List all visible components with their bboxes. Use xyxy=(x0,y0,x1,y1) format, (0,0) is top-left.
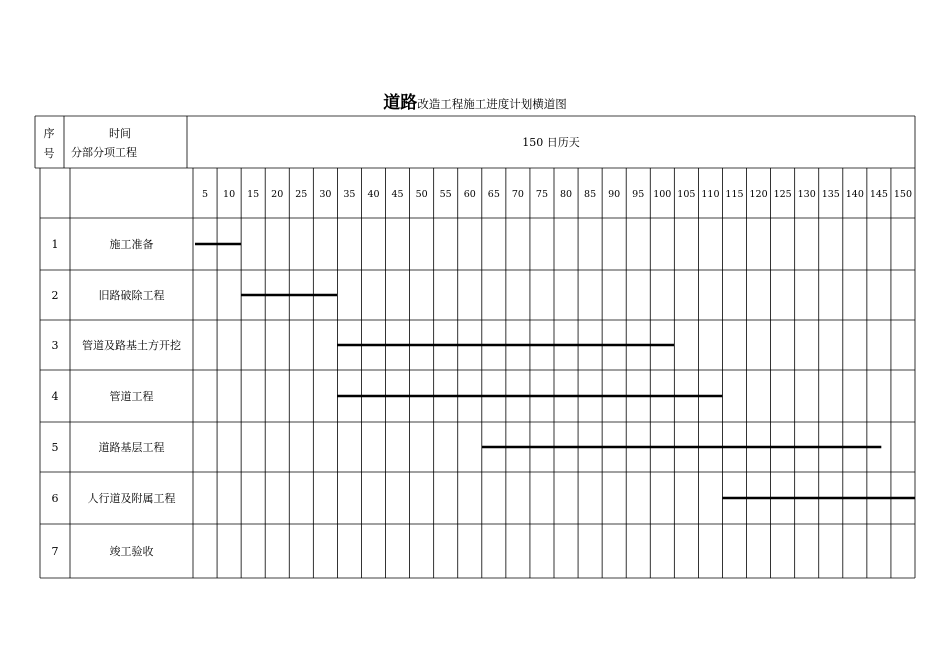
day-label: 35 xyxy=(343,189,356,200)
task-name: 旧路破除工程 xyxy=(98,289,165,302)
day-label: 135 xyxy=(821,189,840,200)
day-label: 85 xyxy=(584,189,597,200)
day-label: 45 xyxy=(391,189,404,200)
task-seq: 6 xyxy=(51,492,59,505)
day-label: 145 xyxy=(869,189,888,200)
day-label: 95 xyxy=(632,189,645,200)
task-seq: 1 xyxy=(51,238,59,251)
task-seq: 3 xyxy=(51,339,59,352)
day-label: 115 xyxy=(725,189,744,200)
day-label: 100 xyxy=(653,189,672,200)
day-label: 15 xyxy=(247,189,260,200)
day-label: 60 xyxy=(463,189,476,200)
task-name: 人行道及附属工程 xyxy=(87,492,176,505)
day-label: 65 xyxy=(487,189,500,200)
day-label: 80 xyxy=(559,189,573,200)
task-name: 施工准备 xyxy=(109,238,154,251)
day-label: 40 xyxy=(367,189,380,200)
task-bars xyxy=(195,244,915,551)
task-rows xyxy=(52,237,182,558)
day-label: 75 xyxy=(535,189,549,200)
header-seq-line1: 序 xyxy=(43,127,55,140)
task-seq: 5 xyxy=(51,441,59,454)
header-span-label: 150 日历天 xyxy=(522,136,580,149)
day-label: 110 xyxy=(701,189,720,200)
day-label: 5 xyxy=(202,189,209,200)
day-label: 30 xyxy=(319,189,332,200)
day-label: 130 xyxy=(797,189,816,200)
header-seq-line2: 号 xyxy=(43,147,55,160)
day-label: 25 xyxy=(295,189,308,200)
day-labels xyxy=(202,189,912,200)
task-seq: 7 xyxy=(51,545,59,558)
day-label: 105 xyxy=(677,189,696,200)
day-label: 140 xyxy=(845,189,864,200)
title-rest: 改造工程施工进度计划横道图 xyxy=(417,97,567,111)
title-emphasis: 道路 xyxy=(383,93,418,113)
day-label: 70 xyxy=(511,189,524,200)
day-label: 150 xyxy=(893,189,913,200)
task-name: 竣工验收 xyxy=(109,545,154,558)
day-label: 120 xyxy=(749,189,768,200)
task-name: 道路基层工程 xyxy=(98,441,165,454)
day-label: 90 xyxy=(608,189,621,200)
header-item-label: 分部分项工程 xyxy=(71,146,137,159)
task-seq: 4 xyxy=(51,390,59,403)
task-seq: 2 xyxy=(51,289,59,302)
day-label: 50 xyxy=(415,189,428,200)
day-label: 125 xyxy=(773,189,792,200)
day-label: 10 xyxy=(223,189,236,200)
table-labels xyxy=(44,126,580,160)
day-label: 55 xyxy=(439,189,452,200)
day-label: 20 xyxy=(271,189,284,200)
header-time-label: 时间 xyxy=(109,127,131,140)
task-name: 管道工程 xyxy=(109,390,154,403)
task-name: 管道及路基土方开挖 xyxy=(82,339,181,352)
